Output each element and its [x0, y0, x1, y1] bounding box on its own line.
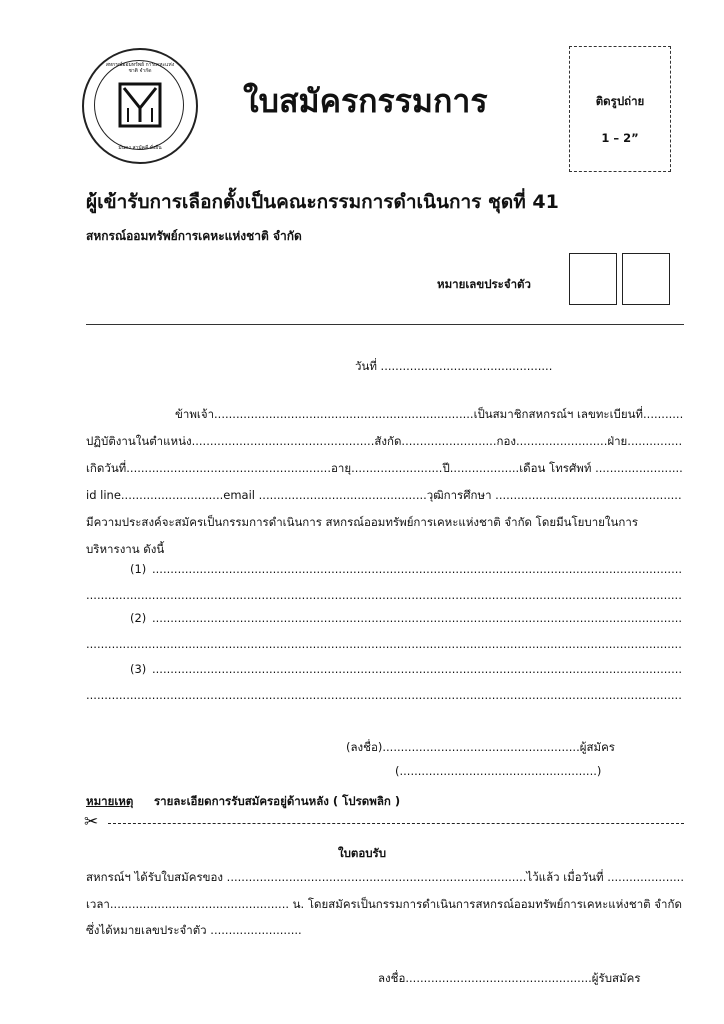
coop-logo: [82, 48, 198, 164]
note-label: หมายเหตุ: [86, 794, 134, 808]
logo-ring-text-top: สหกรณ์ออมทรัพย์ การเคหะแห่งชาติ จำกัด: [105, 62, 175, 74]
contact-row[interactable]: id line............................email ..............................................วุฒิการศึกษา ...................................................: [86, 488, 682, 502]
policy-line-2[interactable]: .................................................................................................................................................: [152, 611, 683, 625]
name-row[interactable]: ข้าพเจ้า.......................................................................เป็นสมาชิกสหกรณ์ฯ เลขทะเบียนที่...........: [175, 407, 684, 421]
cut-line: [108, 823, 684, 824]
page-title: ใบสมัครกรรมการ: [243, 82, 488, 120]
policy-cont-1[interactable]: ...................................................................................................................................................................: [86, 588, 682, 602]
applicant-name[interactable]: (......................................................): [395, 764, 602, 778]
divider: [86, 324, 684, 325]
receiver-signature[interactable]: ลงชื่อ...................................................ผู้รับสมัคร: [378, 971, 641, 985]
form-subtitle: ผู้เข้ารับการเลือกตั้งเป็นคณะกรรมการดำเนินการ ชุดที่ 41: [86, 191, 559, 213]
id-label: หมายเลขประจำตัว: [437, 277, 531, 291]
birth-row[interactable]: เกิดวันที่........................................................อายุ.........................ปี...................เดือน โทรศัพท์ ........................: [86, 461, 683, 475]
receipt-title: ใบตอบรับ: [337, 846, 387, 860]
position-row[interactable]: ปฏิบัติงานในตำแหน่ง..................................................สังกัด..........................กอง.........................ฝ่าย...............: [86, 434, 683, 448]
photo-box: [569, 46, 671, 172]
policy-num-2: (2): [130, 611, 147, 625]
date-field[interactable]: วันที่ ...............................................: [355, 359, 553, 373]
policy-line-3[interactable]: .................................................................................................................................................: [152, 662, 683, 676]
id-box-1[interactable]: [569, 253, 617, 305]
scissors-icon: ✂: [84, 812, 99, 832]
policy-cont-3[interactable]: ...................................................................................................................................................................: [86, 688, 682, 702]
receipt-row-3[interactable]: ซึ่งได้หมายเลขประจำตัว .........................: [86, 923, 302, 937]
logo-ring-text-bottom: มั่นคง สามัคคี ยั่งยืน: [118, 145, 162, 151]
intent-text-2: บริหารงาน ดังนี้: [86, 542, 165, 556]
policy-num-1: (1): [130, 562, 147, 576]
photo-label: ติดรูปถ่าย: [595, 94, 645, 108]
receipt-row-2[interactable]: เวลา................................................. น. โดยสมัครเป็นกรรมการดำเนินการสหกรณ์ออมทรัพย์การเคหะแห่งชาติ จำกัด: [86, 897, 682, 911]
receipt-row-1[interactable]: สหกรณ์ฯ ได้รับใบสมัครของ ..................................................................................ไว้แล้ว เมื่อวันที่ .....................: [86, 870, 684, 884]
policy-num-3: (3): [130, 662, 147, 676]
note-text: รายละเอียดการรับสมัครอยู่ด้านหลัง ( โปรดพลิก ): [154, 794, 401, 808]
applicant-signature[interactable]: (ลงชื่อ)......................................................ผู้สมัคร: [346, 740, 615, 754]
intent-text: มีความประสงค์จะสมัครเป็นกรรมการดำเนินการ สหกรณ์ออมทรัพย์การเคหะแห่งชาติ จำกัด โดยมีนโยบายในการ: [86, 515, 638, 529]
id-box-2[interactable]: [622, 253, 670, 305]
coop-name: สหกรณ์ออมทรัพย์การเคหะแห่งชาติ จำกัด: [86, 229, 302, 243]
policy-line-1[interactable]: .................................................................................................................................................: [152, 562, 683, 576]
policy-cont-2[interactable]: ...................................................................................................................................................................: [86, 637, 682, 651]
photo-size: 1 – 2”: [601, 131, 639, 145]
